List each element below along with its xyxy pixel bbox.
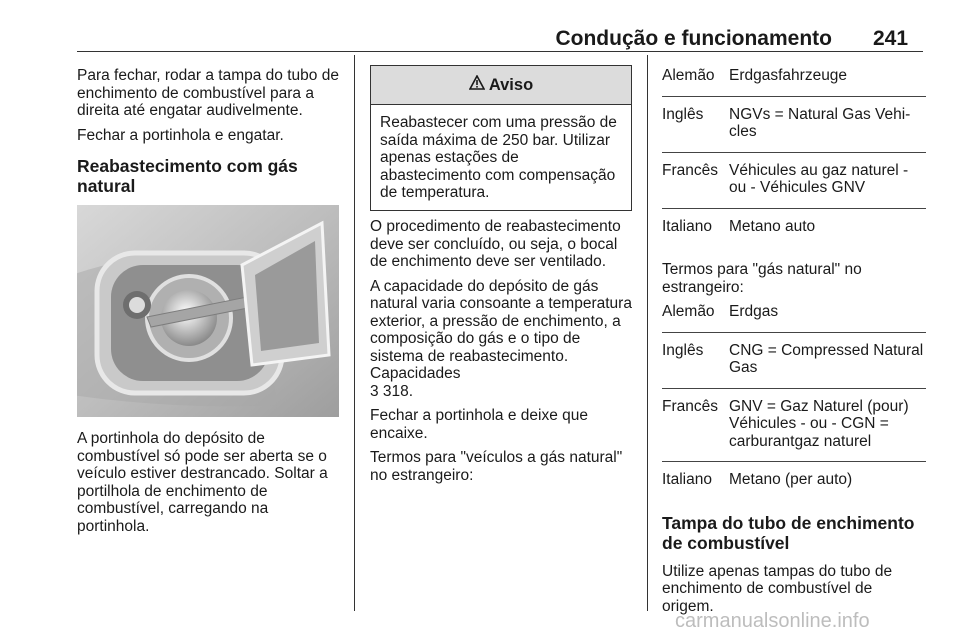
table-value: Véhicules au gaz naturel - ou - Véhicules GNV <box>729 162 926 209</box>
section-heading-filler-cap: Tampa do tubo de enchimento de combustível <box>662 512 915 553</box>
paragraph-close-flap: Fechar a portinhola e engatar. <box>77 126 284 144</box>
header-rule <box>77 51 923 52</box>
table-value: Erdgasfahrzeuge <box>729 67 926 97</box>
terms-table-vehicles <box>662 67 926 255</box>
paragraph-capacity: A capacidade do depósito de gás natural varia consoante a temperatura exterior, a pressão de enchimento, a composição do gás e o tipo de sistema de reabastecimento. Capacidades 3 318. <box>370 277 632 400</box>
page-number: 241 <box>873 27 909 50</box>
header-title: Condução e funcionamento <box>555 27 832 50</box>
table-value: Erdgas <box>729 303 926 333</box>
paragraph-close-flap-2: Fechar a portinhola e deixe que encaixe. <box>370 407 589 442</box>
section-heading-cng: Reabastecimento com gás natural <box>77 156 298 196</box>
table-value: GNV = Gaz Naturel (pour) Véhicules - ou - CGN = carburantgaz naturel <box>729 398 926 463</box>
paragraph-terms-vehicles: Termos para "veículos a gás natural" no estrangeiro: <box>370 449 623 484</box>
paragraph-terms-gas: Termos para "gás natural" no estrangeiro: <box>662 261 862 296</box>
table-key: Italiano <box>662 471 712 488</box>
column-divider-2 <box>647 55 648 611</box>
table-key: Alemão <box>662 67 729 97</box>
watermark: carmanualsonline.info <box>675 610 870 632</box>
table-value: Metano (per auto) <box>729 471 853 488</box>
fuel-filler-photo <box>77 205 339 417</box>
warning-text: Reabastecer com uma pressão de saída máxima de 250 bar. Utilizar apenas estações de abastecimento com compensação de temperatura. <box>380 114 617 201</box>
warning-title: Aviso <box>488 75 534 94</box>
table-key: Francês <box>662 162 729 209</box>
table-value: Metano auto <box>729 217 816 235</box>
paragraph-close-cap: Para fechar, rodar a tampa do tubo de enchimento de combustível para a direita até engatar audivelmente. <box>77 67 339 119</box>
column-1 <box>77 67 342 196</box>
table-key: Inglês <box>662 342 729 389</box>
paragraph-refuel-procedure: O procedimento de reabastecimento deve ser concluído, ou seja, o bocal de enchimento deve ser ventilado. <box>370 218 621 270</box>
table-key: Francês <box>662 398 729 463</box>
terms-table-gas <box>662 303 926 509</box>
table-value: NGVs = Natural Gas Vehi-cles <box>729 106 926 153</box>
column-1-lower <box>77 430 342 542</box>
column-2 <box>370 218 635 491</box>
page-reference: 3 318. <box>370 382 414 400</box>
table-value: CNG = Compressed Natural Gas <box>729 342 926 389</box>
table-key: Alemão <box>662 303 729 333</box>
paragraph-open-flap: A portinhola do depósito de combustível só pode ser aberta se o veículo estiver destrancado. Soltar a portilhola de enchimento de combustível, carregando na portinhola. <box>77 430 328 535</box>
table-key: Inglês <box>662 106 729 153</box>
warning-box <box>370 65 632 211</box>
column-divider-1 <box>354 55 355 611</box>
paragraph-original-caps: Utilize apenas tampas do tubo de enchimento de combustível de origem. <box>662 562 893 615</box>
table-key: Italiano <box>662 217 712 235</box>
column-3 <box>662 67 926 622</box>
warning-triangle-icon <box>469 75 485 95</box>
warning-header <box>371 66 631 105</box>
